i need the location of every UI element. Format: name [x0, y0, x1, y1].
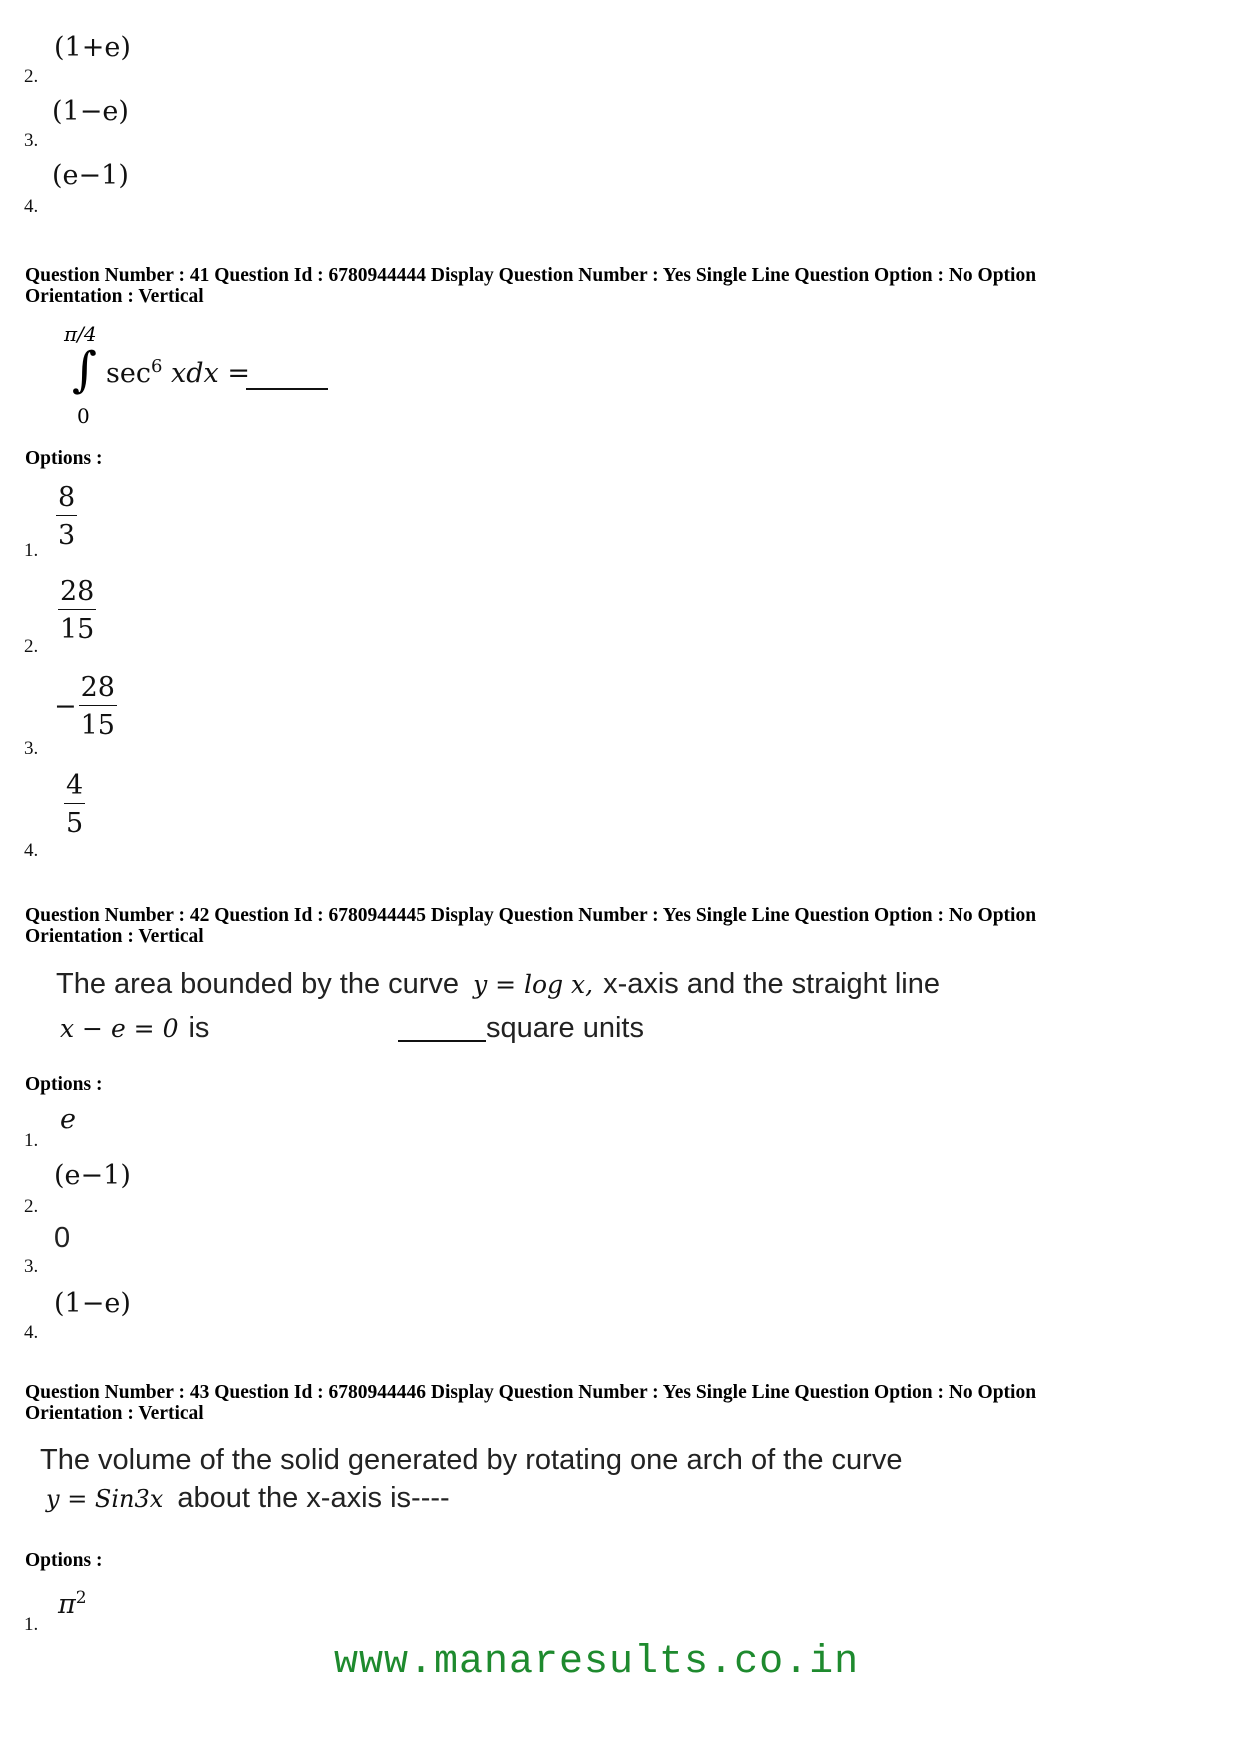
base: π: [58, 1589, 76, 1620]
option-expression: (e−1): [54, 1160, 131, 1191]
option-expression: (e−1): [52, 160, 129, 191]
question-meta-line1: Question Number : 42 Question Id : 6780944445 Display Question Number : Yes Single Line Question Option : No Option: [25, 905, 1037, 926]
answer-blank: [246, 388, 328, 390]
question-text: square units: [486, 1012, 644, 1044]
integrand-variable: xdx =: [171, 358, 250, 389]
denominator: 15: [80, 710, 115, 741]
integrand: [106, 356, 250, 389]
option-number: 4.: [24, 196, 39, 217]
question-meta-line2: Orientation : Vertical: [25, 1403, 204, 1424]
option-fraction: [58, 576, 96, 643]
footer-website: www.manaresults.co.in: [334, 1640, 860, 1685]
option-number: 4.: [24, 1322, 39, 1343]
question-text-line1: The volume of the solid generated by rotating one arch of the curve: [40, 1444, 903, 1476]
question-meta-line2: Orientation : Vertical: [25, 926, 204, 947]
denominator: 15: [60, 614, 95, 645]
option-number: 2.: [24, 66, 39, 87]
option-expression: (1−e): [52, 96, 129, 127]
question-meta-line2: Orientation : Vertical: [25, 286, 204, 307]
options-label: Options :: [25, 1550, 103, 1571]
denominator: 3: [58, 520, 76, 551]
equation: y = Sin3x: [46, 1485, 164, 1513]
option-number: 3.: [24, 1256, 39, 1277]
question-text: about the x-axis is----: [177, 1482, 450, 1514]
upper-limit: π/4: [64, 322, 97, 346]
equation: x − e = 0: [60, 1014, 179, 1043]
exponent: 2: [75, 1588, 87, 1608]
option-expression: [58, 1588, 87, 1620]
answer-blank: [398, 1040, 486, 1042]
denominator: 5: [66, 808, 84, 839]
question-text-line2: [46, 1482, 450, 1515]
option-fraction: [54, 674, 117, 739]
option-number: 2.: [24, 1196, 39, 1217]
option-number: 3.: [24, 738, 39, 759]
question-meta-line1: Question Number : 43 Question Id : 6780944446 Display Question Number : Yes Single Line Question Option : No Option: [25, 1382, 1037, 1403]
integrand-function: sec: [106, 358, 151, 389]
options-label: Options :: [25, 448, 103, 469]
option-number: 2.: [24, 636, 39, 657]
option-expression: (1+e): [54, 32, 131, 63]
integrand-power: 6: [150, 356, 163, 377]
equation: y = log x,: [473, 970, 594, 999]
lower-limit: 0: [77, 404, 90, 428]
numerator: 28: [60, 576, 95, 607]
numerator: 28: [80, 672, 115, 703]
option-fraction: [64, 770, 85, 837]
option-expression: (1−e): [54, 1288, 131, 1319]
question-text-line2: [60, 1012, 209, 1045]
option-number: 1.: [24, 1614, 39, 1635]
option-expression: e: [60, 1104, 76, 1135]
option-expression: 0: [54, 1222, 71, 1254]
question-text-line1: [56, 968, 940, 1001]
question-text: The area bounded by the curve: [56, 968, 460, 1000]
option-number: 1.: [24, 540, 39, 561]
question-meta-line1: Question Number : 41 Question Id : 6780944444 Display Question Number : Yes Single Line Question Option : No Option: [25, 265, 1037, 286]
option-number: 3.: [24, 130, 39, 151]
sign: −: [54, 691, 77, 722]
question-text: x-axis and the straight line: [603, 968, 940, 1000]
options-label: Options :: [25, 1074, 103, 1095]
integral-sign-icon: ∫: [72, 342, 98, 398]
option-number: 1.: [24, 1130, 39, 1151]
question-text: is: [188, 1012, 210, 1044]
numerator: 4: [66, 770, 84, 801]
option-number: 4.: [24, 840, 39, 861]
option-fraction: [56, 482, 77, 549]
numerator: 8: [58, 482, 76, 513]
